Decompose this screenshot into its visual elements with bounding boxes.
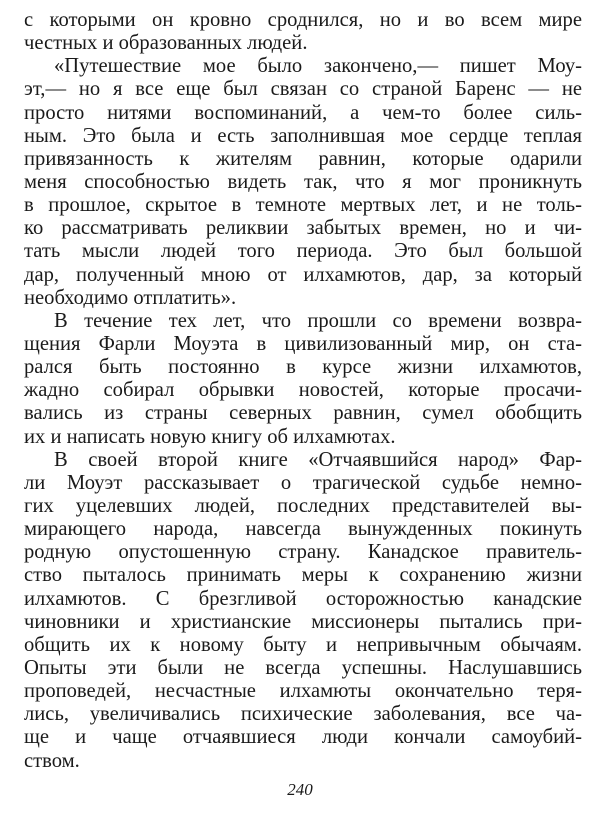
text-line: В своей второй книге «Отчаявшийся народ» Фар- [54, 448, 582, 471]
text-line: эт,— но я все еще был связан со страной Баренс — не [24, 78, 582, 101]
text-line: ство пыталось принимать меры к сохранению жизни [24, 564, 582, 587]
text-line: илхамютов. С брезгливой осторожностью канадские [24, 587, 582, 610]
text-line: их и написать новую книгу об илхамютах. [24, 425, 396, 448]
text-line: лись, увеличивались психические заболевания, все ча- [24, 703, 582, 726]
text-line: ным. Это была и есть заполнившая мое сердце теплая [24, 124, 582, 147]
text-line: с которыми он кровно сроднился, но и во всем мире [24, 9, 582, 31]
text-line: В течение тех лет, что прошли со времени возвра- [54, 309, 582, 332]
text-line: общить их к новому быту и непривычным обычаям. [24, 633, 582, 656]
text-line: ще и чаще отчаявшиеся люди кончали самоубий- [24, 726, 582, 749]
text-line: необходимо отплатить». [24, 286, 237, 309]
text-line: честных и образованных людей. [24, 32, 308, 55]
page-number: 240 [287, 780, 313, 799]
text-line: рался быть постоянно в курсе жизни илхамютов, [24, 356, 582, 379]
text-line: привязанность к жителям равнин, которые одарили [24, 147, 582, 170]
text-line: в прошлое, скрытое в темноте мертвых лет, и не толь- [24, 194, 582, 217]
text-line: ли Моуэт рассказывает о трагической судьбе немно- [24, 471, 582, 494]
page-body [24, 9, 582, 773]
text-line: чиновники и христианские миссионеры пытались при- [24, 610, 582, 633]
text-line: мирающего народа, навсегда вынужденных покинуть [24, 518, 582, 541]
text-line: ко рассматривать реликвии забытых времен, но и чи- [24, 217, 582, 240]
text-line: дар, полученный мною от илхамютов, дар, за который [24, 263, 582, 286]
text-line: вались из страны северных равнин, сумел обобщить [24, 402, 582, 425]
text-line: жадно собирал обрывки новостей, которые просачи- [24, 379, 582, 402]
text-line: просто нитями воспоминаний, а чем-то более силь- [24, 101, 582, 124]
text-line: гих уцелевших людей, последних представителей вы- [24, 494, 582, 517]
text-line: ством. [24, 749, 80, 772]
text-line: Опыты эти были не всегда успешны. Наслушавшись [24, 656, 582, 679]
text-line: меня способностью видеть так, что я мог проникнуть [24, 170, 582, 193]
text-line: «Путешествие мое было закончено,— пишет Моу- [54, 55, 582, 78]
text-line: щения Фарли Моуэта в цивилизованный мир, он ста- [24, 332, 582, 355]
text-line: родную опустошенную страну. Канадское правитель- [24, 541, 582, 564]
text-line: тать мысли людей того периода. Это был большой [24, 240, 582, 263]
text-line: проповедей, несчастные илхамюты окончательно теря- [24, 680, 582, 703]
